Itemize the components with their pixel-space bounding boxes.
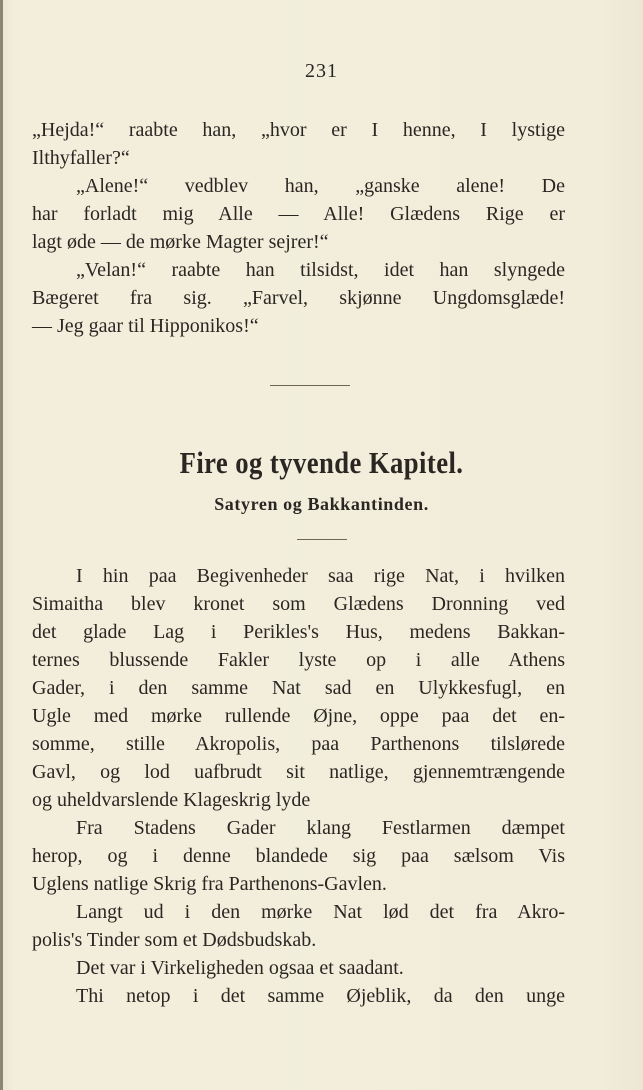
chapter-subtitle: Satyren og Bakkantinden.: [214, 494, 429, 514]
text-line: „Velan!“ raabte han tilsidst, idet han slyngede: [76, 259, 565, 281]
page-edge-shadow: [0, 0, 3, 1090]
text-line: Uglens natlige Skrig fra Parthenons-Gavlen.: [32, 873, 387, 895]
heading-rule: [297, 539, 347, 540]
text-line: polis's Tinder som et Dødsbudskab.: [32, 929, 317, 951]
text-line: Ugle med mørke rullende Øjne, oppe paa det en-: [32, 705, 565, 727]
text-line: det glade Lag i Perikles's Hus, medens Bakkan-: [32, 621, 565, 643]
top-text-block: [32, 116, 565, 340]
text-line: Langt ud i den mørke Nat lød det fra Akro-: [76, 901, 565, 923]
text-line: Ilthyfaller?“: [32, 147, 130, 169]
text-line: herop, og i denne blandede sig paa sælsom Vis: [32, 845, 565, 867]
text-line: og uheldvarslende Klageskrig lyde: [32, 789, 311, 811]
text-line: Gader, i den samme Nat sad en Ulykkesfugl, en: [32, 677, 565, 699]
text-line: somme, stille Akropolis, paa Parthenons tilslørede: [32, 733, 565, 755]
text-line: „Hejda!“ raabte han, „hvor er I henne, I lystige: [32, 119, 565, 141]
section-divider: [270, 385, 350, 386]
text-line: I hin paa Begivenheder saa rige Nat, i hvilken: [76, 565, 565, 587]
text-line: Gavl, og lod uafbrudt sit natlige, gjennemtrængende: [32, 761, 565, 783]
text-line: — Jeg gaar til Hipponikos!“: [32, 315, 259, 337]
body-text-block: [32, 562, 565, 1010]
text-line: Simaitha blev kronet som Glædens Dronning ved: [32, 593, 565, 615]
text-line: Thi netop i det samme Øjeblik, da den unge: [76, 985, 565, 1007]
chapter-title: Fire og tyvende Kapitel.: [179, 445, 464, 480]
text-line: Bægeret fra sig. „Farvel, skjønne Ungdomsglæde!: [32, 287, 565, 309]
text-line: Det var i Virkeligheden ogsaa et saadant.: [76, 957, 404, 979]
text-line: lagt øde — de mørke Magter sejrer!“: [32, 231, 329, 253]
page-number: 231: [305, 60, 338, 82]
text-line: Fra Stadens Gader klang Festlarmen dæmpet: [76, 817, 565, 839]
text-line: ternes blussende Fakler lyste op i alle Athens: [32, 649, 565, 671]
text-line: „Alene!“ vedblev han, „ganske alene! De: [76, 175, 565, 197]
text-line: har forladt mig Alle — Alle! Glædens Rige er: [32, 203, 565, 225]
